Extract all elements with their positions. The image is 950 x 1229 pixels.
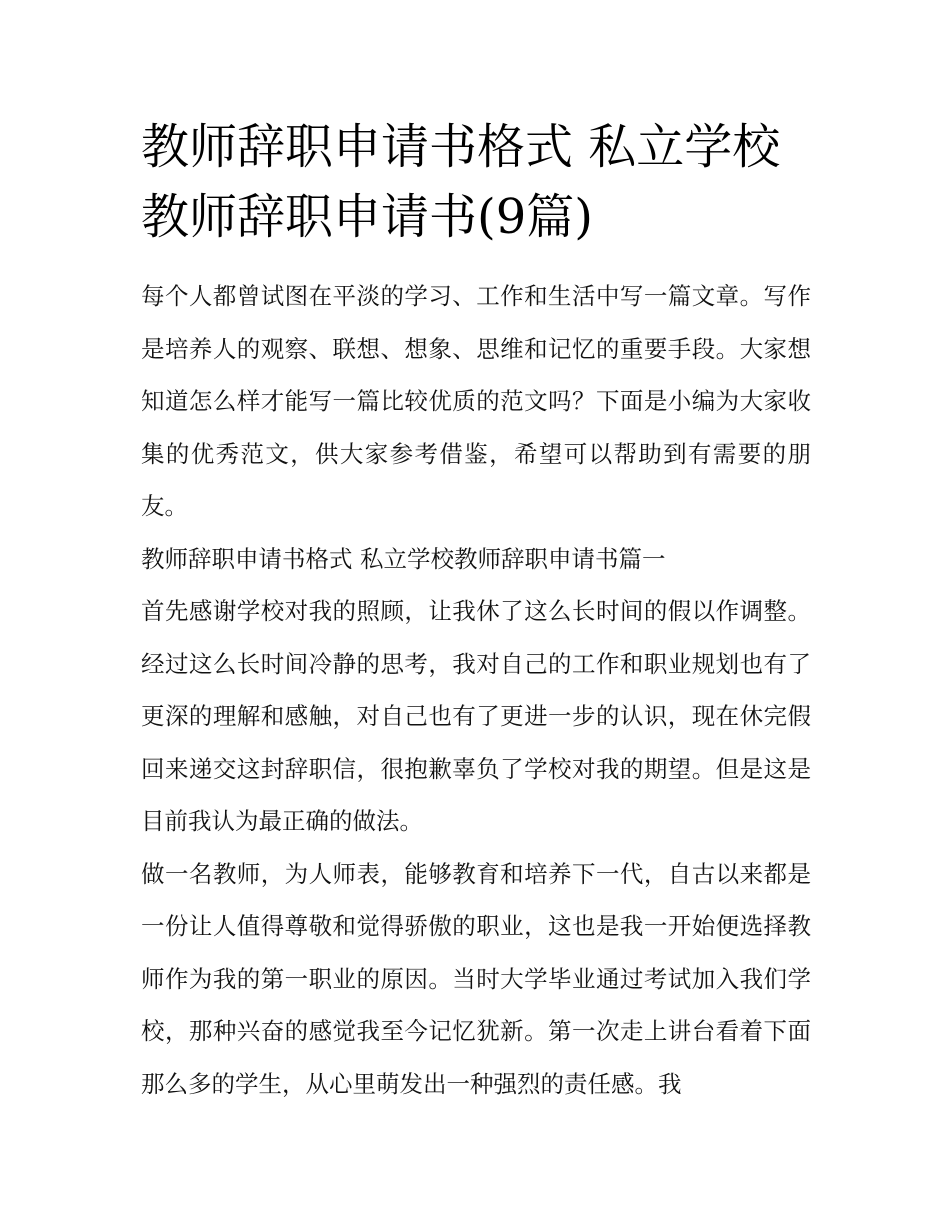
- document-title: 教师辞职申请书格式 私立学校教师辞职申请书(9篇): [141, 119, 781, 245]
- intro-paragraph: 每个人都曾试图在平淡的学习、工作和生活中写一篇文章。写作是培养人的观察、联想、想象、思维和记忆的重要手段。大家想知道怎么样才能写一篇比较优质的范文吗？下面是小编为大家收集的优秀范文，供大家参考借鉴，希望可以帮助到有需要的朋友。: [141, 282, 811, 520]
- document-body: [141, 112, 811, 1110]
- body-paragraph-2: 做一名教师，为人师表，能够教育和培养下一代，自古以来都是一份让人值得尊敬和觉得骄傲的职业，这也是我一开始便选择教师作为我的第一职业的原因。当时大学毕业通过考试加入我们学校，那种兴奋的感觉我至今记忆犹新。第一次走上讲台看着下面那么多的学生，从心里萌发出一种强烈的责任感。我: [141, 859, 811, 1098]
- section-heading: 教师辞职申请书格式 私立学校教师辞职申请书篇一: [141, 544, 666, 573]
- body-paragraph-1: 首先感谢学校对我的照顾，让我休了这么长时间的假以作调整。经过这么长时间冷静的思考，我对自己的工作和职业规划也有了更深的理解和感触，对自己也有了更进一步的认识，现在休完假回来递交这封辞职信，很抱歉辜负了学校对我的期望。但是这是目前我认为最正确的做法。: [141, 597, 811, 835]
